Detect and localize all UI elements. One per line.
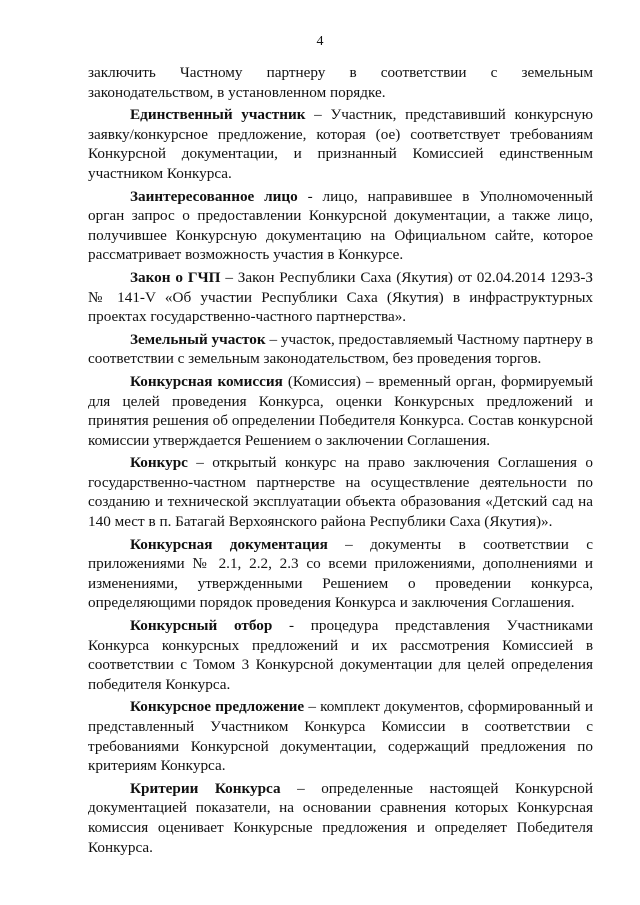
definition-term: Конкурс [130, 454, 188, 472]
definition-text: – документы в соответствии с приложениями № 2.1, 2.2, 2.3 со всеми приложениями, дополнениями и изменениями, утвержденными Решением о проведении конкурса, определяющими порядок проведения Конкурса и заключения Соглашения. [88, 535, 593, 612]
paragraph-continuation [88, 63, 593, 102]
definition-tender [88, 453, 593, 531]
definition-term: Единственный участник [130, 106, 306, 124]
definition-term: Заинтересованное лицо [130, 187, 298, 205]
definition-text: - процедура представления Участниками Конкурса конкурсных предложений и их рассмотрения Комиссией в соответствии с Томом 3 Конкурсной документации для целей определения победителя Конкурса. [88, 617, 593, 693]
definition-tender-proposal [88, 697, 593, 775]
definition-term: Конкурсный отбор [130, 617, 273, 635]
definition-text: – Участник, представивший конкурсную заявку/конкурсное предложение, которая (ое) соответствует требованиям Конкурсной документации, и признанный Комиссией единственным участником Конкурса. [88, 106, 593, 182]
document-body [88, 63, 593, 860]
definition-text: (Комиссия) – временный орган, формируемый для целей проведения Конкурса, оценки Конкурсных предложений и принятия решения об определении Победителя Конкурса. Состав конкурсной комиссии утверждается Решением о заключении Соглашения. [88, 372, 593, 449]
definition-text: – Закон Республики Саха (Якутия) от 02.04.2014 1293-З № 141-V «Об участии Республики Саха (Якутия) в инфраструктурных проектах государственно-частного партнерства». [88, 268, 593, 326]
definition-sole-participant [88, 105, 593, 183]
definition-term: Земельный участок [130, 330, 266, 348]
definition-text: - лицо, направившее в Уполномоченный орган запрос о предоставлении Конкурсной документации, а также лицо, получившее Конкурсную документацию на Официальном сайте, которое рассматривает возможность участия в Конкурсе. [88, 187, 593, 264]
page-number: 4 [316, 34, 324, 49]
definition-term: Закон о ГЧП [130, 268, 221, 286]
definition-term: Конкурсная документация [130, 535, 328, 553]
definition-term: Критерии Конкурса [130, 779, 281, 797]
definition-land-plot [88, 330, 593, 369]
paragraph-text: заключить Частному партнеру в соответствии с земельным законодательством, в установленном порядке. [88, 64, 593, 101]
definition-text: – комплект документов, сформированный и представленный Участником Конкурса Комиссии в соответствии с требованиями Конкурсной документации, содержащий предложения по критериям Конкурса. [88, 698, 593, 775]
definition-text: – определенные настоящей Конкурсной документацией показатели, на основании сравнения которых Конкурсная комиссия оценивает Конкурсные предложения и определяет Победителя Конкурса. [88, 779, 594, 856]
definition-tender-criteria [88, 779, 593, 857]
definition-tender-documentation [88, 535, 593, 613]
definition-term: Конкурсное предложение [130, 698, 305, 716]
definition-term: Конкурсная комиссия [130, 372, 283, 390]
definition-text: – участок, предоставляемый Частному партнеру в соответствии с земельным законодательством, без проведения торгов. [88, 330, 593, 368]
definition-ppp-law [88, 268, 593, 327]
definition-text: – открытый конкурс на право заключения Соглашения о государственно-частном партнерстве на осуществление деятельности по созданию и технической эксплуатации объекта образования «Детский сад на 140 мест в п. Батагай Верхоянского района Республики Саха (Якутия)». [88, 454, 593, 531]
definition-tender-selection [88, 616, 593, 694]
definition-tender-commission [88, 372, 593, 450]
definition-interested-person [88, 187, 593, 265]
